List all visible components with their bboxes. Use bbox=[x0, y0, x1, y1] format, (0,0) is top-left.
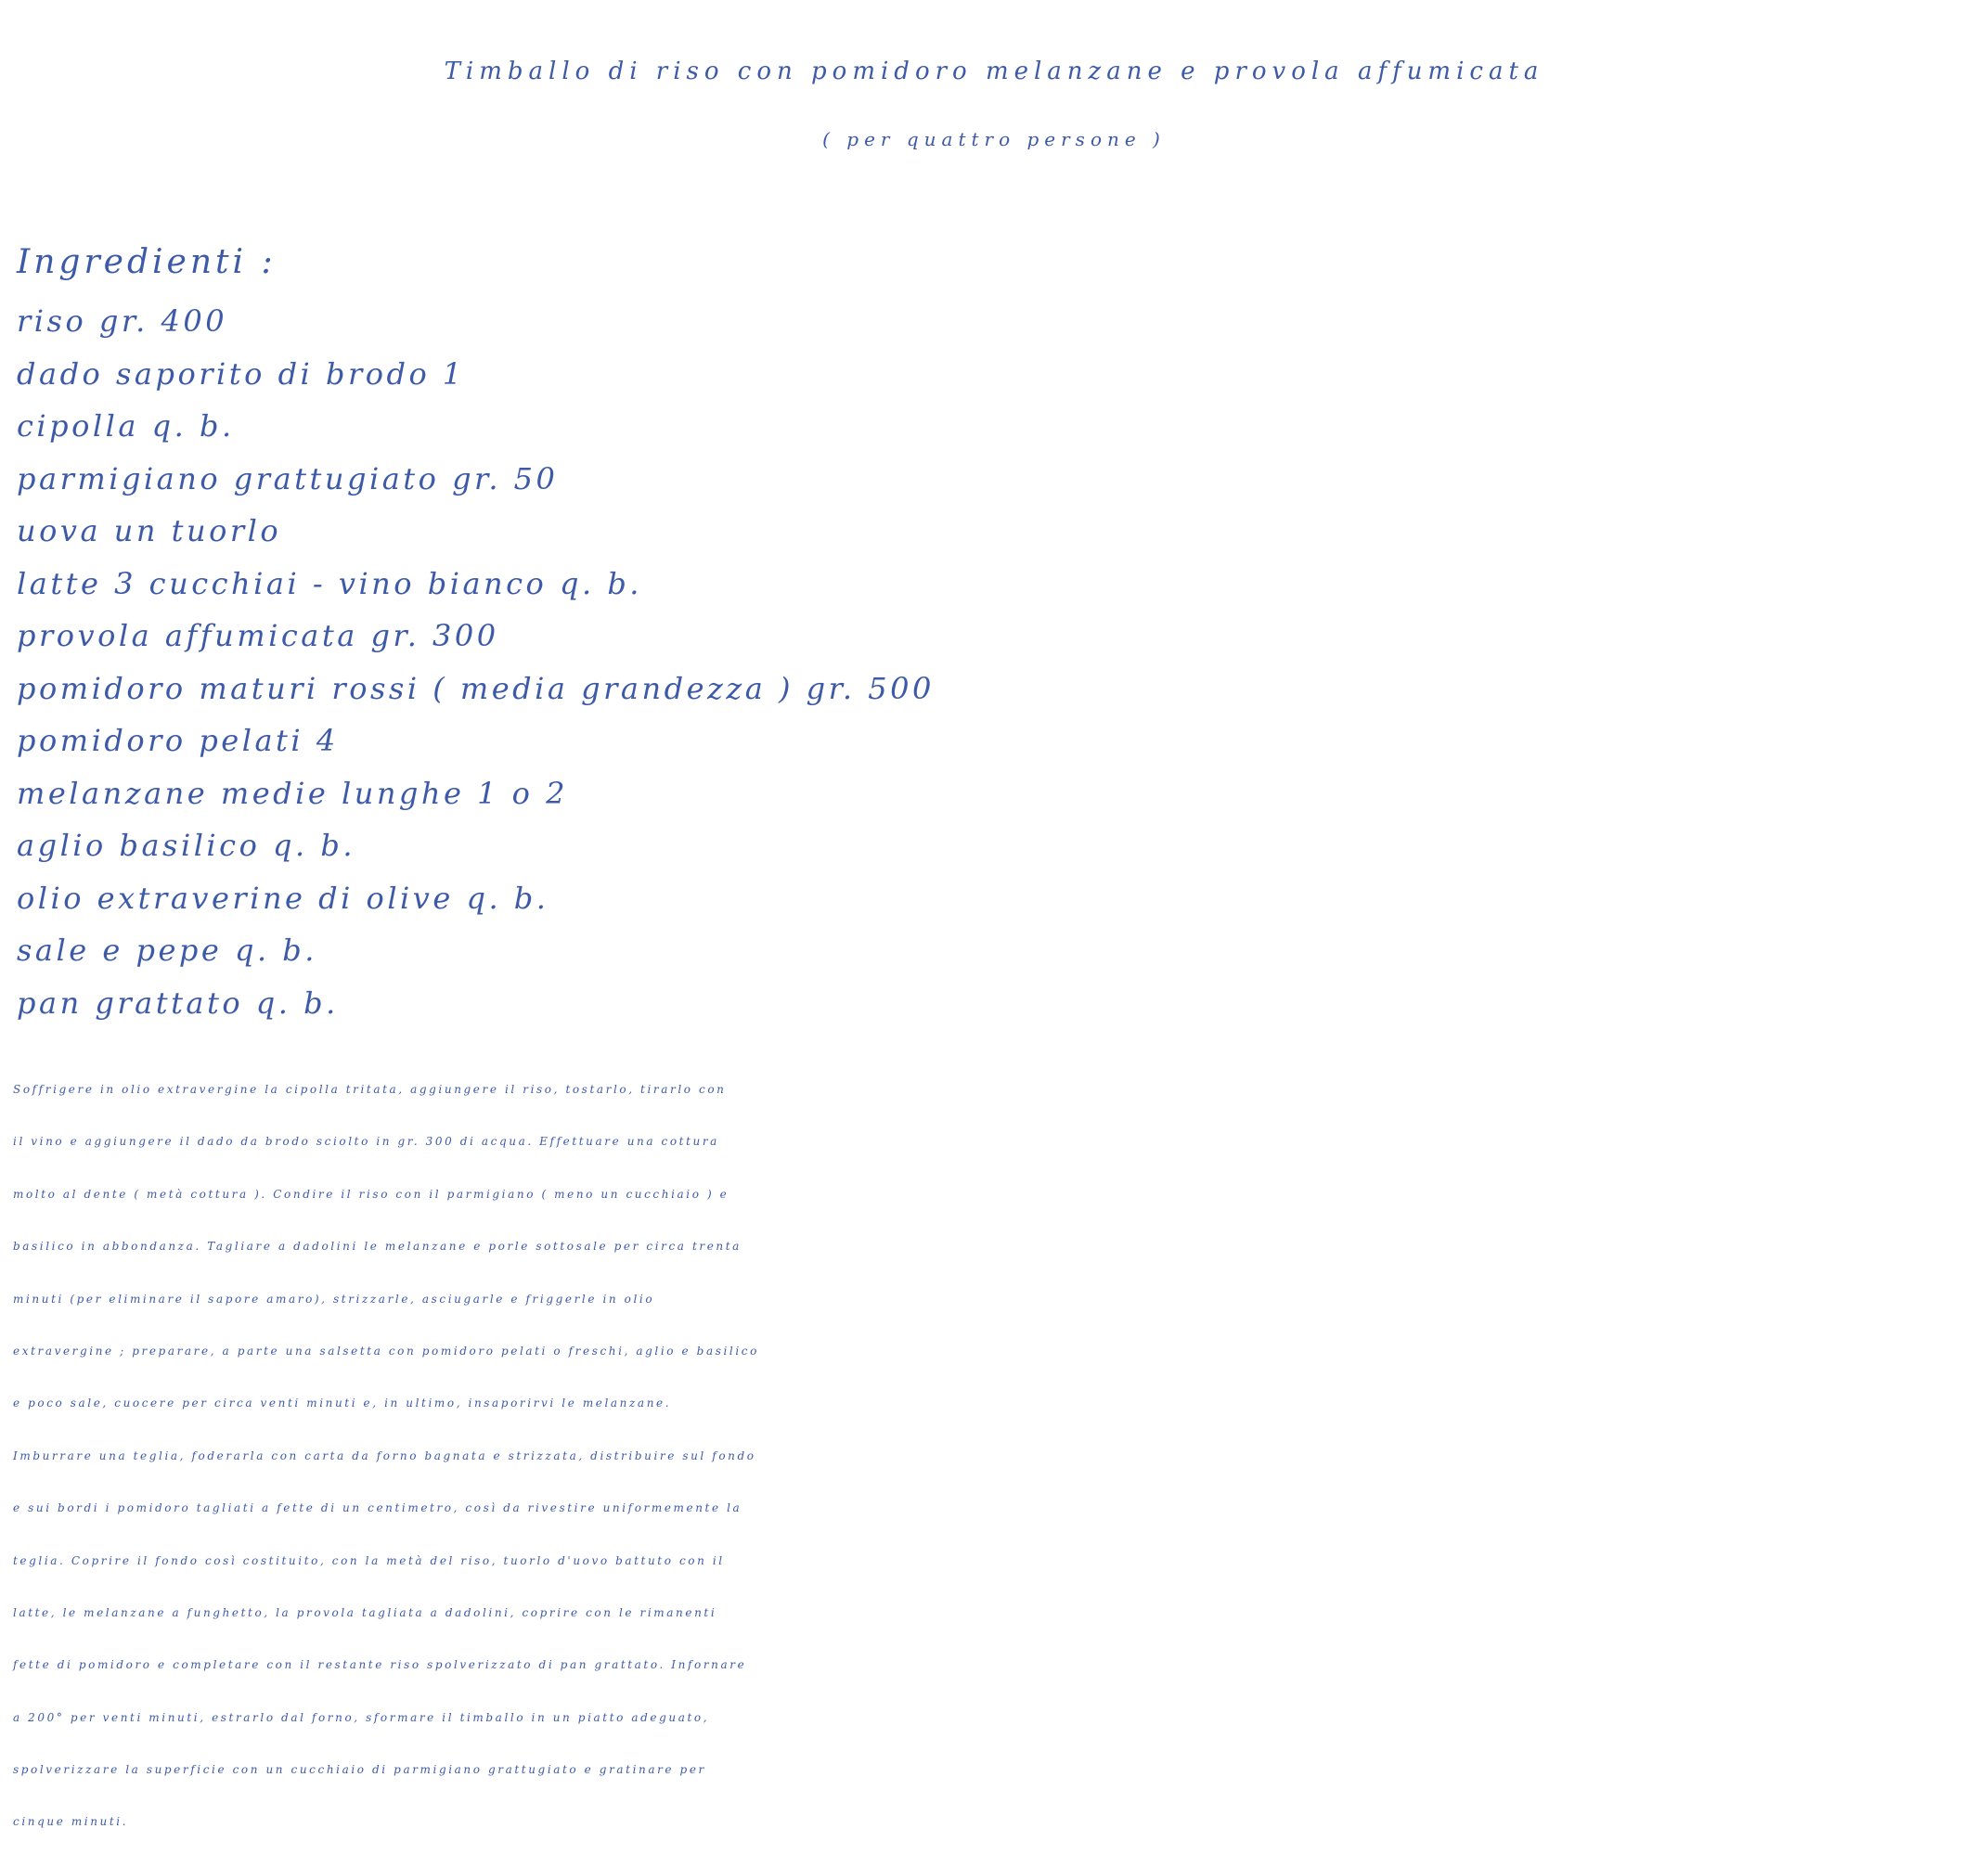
method-line: teglia. Coprire il fondo così costituito, con la metà del riso, tuorlo d'uovo battuto con il bbox=[13, 1553, 725, 1567]
method-line: latte, le melanzane a funghetto, la provola tagliata a dadolini, coprire con le rimanenti bbox=[13, 1605, 717, 1619]
ingredient-list bbox=[17, 295, 935, 1029]
recipe-title: Timballo di riso con pomidoro melanzane e provola affumicata bbox=[444, 58, 1544, 85]
method-line: minuti (per eliminare il sapore amaro), strizzarle, asciugarle e friggerle in olio bbox=[13, 1292, 655, 1306]
method-line: Imburrare una teglia, foderarla con carta da forno bagnata e strizzata, distribuire sul fondo bbox=[13, 1449, 756, 1462]
ingredient-item: pan grattato q. b. bbox=[17, 985, 339, 1021]
ingredient-item: riso gr. 400 bbox=[17, 303, 228, 339]
ingredient-item: provola affumicata gr. 300 bbox=[17, 618, 499, 653]
ingredient-item: melanzane medie lunghe 1 o 2 bbox=[17, 775, 568, 811]
method-line: e sui bordi i pomidoro tagliati a fette di un centimetro, così da rivestire uniformemente la bbox=[13, 1501, 742, 1515]
ingredient-item: pomidoro pelati 4 bbox=[17, 723, 339, 758]
ingredient-item: olio extraverine di olive q. b. bbox=[17, 880, 549, 916]
method-line: cinque minuti. bbox=[13, 1815, 129, 1829]
ingredient-item: parmigiano grattugiato gr. 50 bbox=[17, 460, 559, 496]
ingredient-item: dado saporito di brodo 1 bbox=[17, 355, 465, 392]
method-line: spolverizzare la superficie con un cucchiaio di parmigiano grattugiato e gratinare per bbox=[13, 1763, 706, 1777]
method-line: extravergine ; preparare, a parte una salsetta con pomidoro pelati o freschi, aglio e basilico bbox=[13, 1344, 759, 1358]
ingredient-item: pomidoro maturi rossi ( media grandezza ) gr. 500 bbox=[17, 670, 935, 706]
ingredient-item: sale e pepe q. b. bbox=[17, 933, 317, 968]
method-line: a 200° per venti minuti, estrarlo dal forno, sformare il timballo in un piatto adeguato, bbox=[13, 1710, 710, 1724]
method-line: Soffrigere in olio extravergine la cipolla tritata, aggiungere il riso, tostarlo, tirarlo con bbox=[13, 1083, 727, 1096]
ingredient-item: latte 3 cucchiai - vino bianco q. b. bbox=[17, 565, 642, 601]
method-line: il vino e aggiungere il dado da brodo sciolto in gr. 300 di acqua. Effettuare una cottura bbox=[13, 1135, 719, 1149]
ingredient-item: cipolla q. b. bbox=[17, 408, 235, 444]
ingredients-heading: Ingredienti : bbox=[17, 243, 277, 281]
ingredient-item: uova un tuorlo bbox=[17, 513, 282, 548]
method-line: fette di pomidoro e completare con il restante riso spolverizzato di pan grattato. Infornare bbox=[13, 1658, 747, 1672]
method-line: e poco sale, cuocere per circa venti minuti e, in ultimo, insaporirvi le melanzane. bbox=[13, 1397, 672, 1410]
method-paragraph bbox=[13, 1063, 1981, 1848]
recipe-subtitle: ( per quattro persone ) bbox=[822, 128, 1166, 150]
method-line: molto al dente ( metà cottura ). Condire il riso con il parmigiano ( meno un cucchiaio ) e bbox=[13, 1187, 729, 1201]
method-line: basilico in abbondanza. Tagliare a dadolini le melanzane e porle sottosale per circa trenta bbox=[13, 1240, 742, 1254]
ingredient-item: aglio basilico q. b. bbox=[17, 828, 355, 863]
